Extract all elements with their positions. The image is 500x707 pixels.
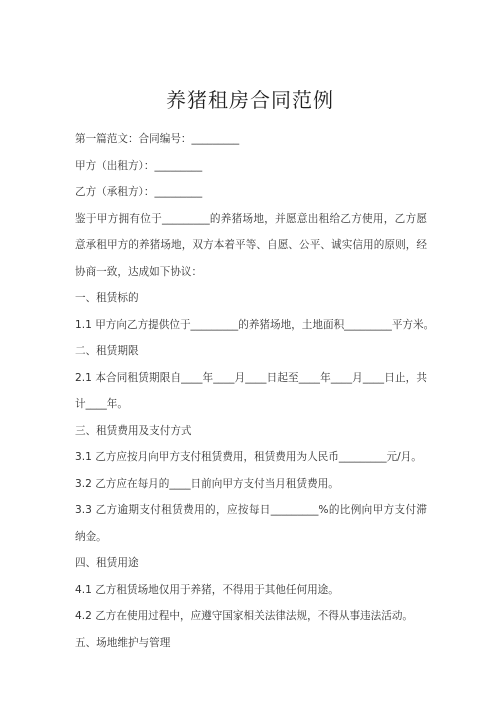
document-body xyxy=(75,126,435,656)
section-heading-3: 三、租赁费用及支付方式 xyxy=(75,424,192,437)
document-title: 养猪租房合同范例 xyxy=(166,88,334,112)
preamble-paragraph: 鉴于甲方拥有位于_________的养猪场地，并愿意出租给乙方使用，乙方愿意承租甲方的养猪场地，双方本着平等、自愿、公平、诚实信用的原则，经协商一致，达成如下协议： xyxy=(75,212,427,278)
clause-3-1: 3.1 乙方应按月向甲方支付租赁费用，租赁费用为人民币_________元/月。 xyxy=(75,451,422,463)
clause-1-1: 1.1 甲方向乙方提供位于_________的养猪场地，土地面积_________平方米。 xyxy=(75,318,435,331)
clause-2-1: 2.1 本合同租赁期限自____年____月____日起至____年____月____日止，共计____年。 xyxy=(75,371,427,410)
section-heading-2: 二、租赁期限 xyxy=(75,345,139,357)
section-heading-1: 一、租赁标的 xyxy=(75,292,139,304)
section-heading-5: 五、场地维护与管理 xyxy=(75,636,171,649)
clause-3-3: 3.3 乙方逾期支付租赁费用的，应按每日_________%的比例向甲方支付滞纳金。 xyxy=(75,504,427,543)
party-b-line: 乙方（承租方）：_________ xyxy=(75,186,203,198)
party-a-line: 甲方（出租方）：_________ xyxy=(75,159,203,172)
clause-4-1: 4.1 乙方租赁场地仅用于养猪，不得用于其他任何用途。 xyxy=(75,583,339,596)
section-heading-4: 四、租赁用途 xyxy=(75,557,139,569)
clause-3-2: 3.2 乙方应在每月的____日前向甲方支付当月租赁费用。 xyxy=(75,477,339,490)
contract-number-line: 第一篇范文：合同编号：_________ xyxy=(75,133,240,145)
clause-4-2: 4.2 乙方在使用过程中，应遵守国家相关法律法规，不得从事违法活动。 xyxy=(75,610,414,622)
